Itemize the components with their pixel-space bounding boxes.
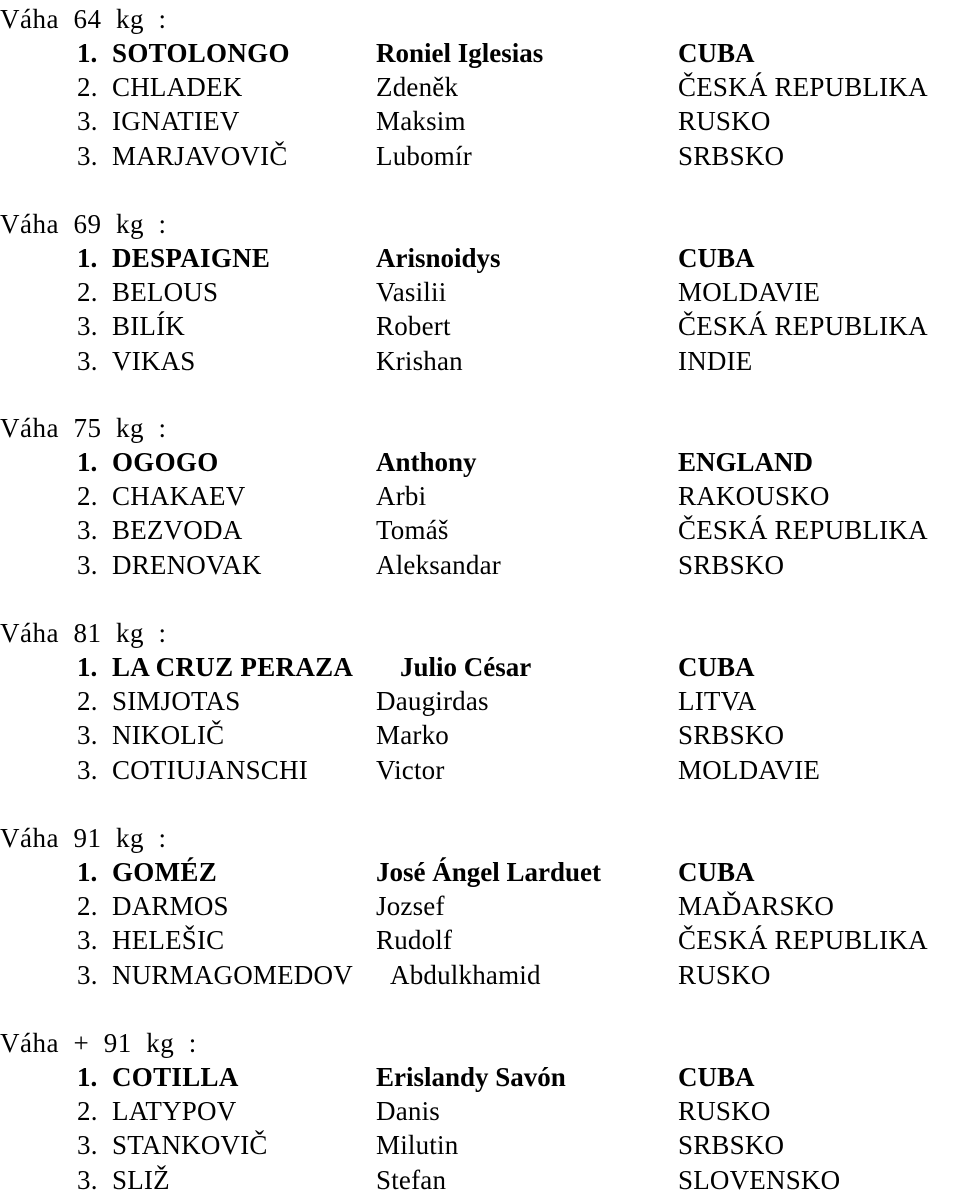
placement-rank: 3. xyxy=(77,754,98,785)
weight-category xyxy=(0,821,960,992)
placement-rank: 3. xyxy=(77,1130,98,1161)
athlete-given-name: Roniel Iglesias xyxy=(376,38,544,68)
category-title: Váha 64 kg : xyxy=(0,4,167,34)
athlete-given-name: Erislandy Savón xyxy=(376,1062,566,1092)
athlete-surname: BEZVODA xyxy=(112,515,243,546)
result-row xyxy=(0,104,960,138)
placement-rank: 3. xyxy=(77,106,98,137)
athlete-given-name: Julio César xyxy=(400,652,532,682)
athlete-given-name: Robert xyxy=(376,311,451,342)
athlete-surname: SOTOLONGO xyxy=(112,38,290,68)
result-row xyxy=(0,513,960,547)
athlete-surname: DESPAIGNE xyxy=(112,243,271,273)
athlete-country: SRBSKO xyxy=(678,140,785,171)
athlete-given-name: Victor xyxy=(376,754,445,785)
result-row xyxy=(0,855,960,889)
athlete-country: ČESKÁ REPUBLIKA xyxy=(678,311,928,342)
athlete-surname: NIKOLIČ xyxy=(112,720,225,751)
weight-category xyxy=(0,616,960,787)
athlete-surname: CHLADEK xyxy=(112,72,243,103)
athlete-country: SRBSKO xyxy=(678,549,785,580)
placement-rank: 3. xyxy=(77,140,98,171)
athlete-surname: VIKAS xyxy=(112,345,196,376)
athlete-country: INDIE xyxy=(678,345,753,376)
result-row xyxy=(0,1163,960,1197)
placement-rank: 3. xyxy=(77,515,98,546)
placement-rank: 3. xyxy=(77,925,98,956)
athlete-surname: BILÍK xyxy=(112,311,185,342)
result-row xyxy=(0,36,960,70)
athlete-country: RUSKO xyxy=(678,106,771,137)
athlete-given-name: Danis xyxy=(376,1096,440,1127)
athlete-surname: LA CRUZ PERAZA xyxy=(112,652,354,682)
athlete-country: MOLDAVIE xyxy=(678,754,821,785)
athlete-country: CUBA xyxy=(678,1062,755,1092)
athlete-surname: OGOGO xyxy=(112,447,219,477)
placement-rank: 3. xyxy=(77,959,98,990)
placement-rank: 1. xyxy=(77,1062,98,1092)
result-row xyxy=(0,344,960,378)
athlete-country: CUBA xyxy=(678,243,755,273)
weight-category xyxy=(0,1026,960,1197)
athlete-country: ČESKÁ REPUBLIKA xyxy=(678,515,928,546)
placement-rank: 1. xyxy=(77,652,98,682)
athlete-surname: COTILLA xyxy=(112,1062,239,1092)
athlete-country: MAĎARSKO xyxy=(678,891,835,922)
athlete-country: RUSKO xyxy=(678,1096,771,1127)
athlete-given-name: Daugirdas xyxy=(376,686,489,717)
athlete-surname: DARMOS xyxy=(112,891,229,922)
athlete-surname: LATYPOV xyxy=(112,1096,237,1127)
athlete-country: LITVA xyxy=(678,686,757,717)
athlete-country: ENGLAND xyxy=(678,447,814,477)
athlete-surname: COTIUJANSCHI xyxy=(112,754,308,785)
result-row xyxy=(0,718,960,752)
athlete-surname: GOMÉZ xyxy=(112,857,218,887)
result-row xyxy=(0,923,960,957)
athlete-country: ČESKÁ REPUBLIKA xyxy=(678,925,928,956)
athlete-given-name: Arisnoidys xyxy=(376,243,501,273)
athlete-country: MOLDAVIE xyxy=(678,277,821,308)
athlete-given-name: Tomáš xyxy=(376,515,449,546)
result-row xyxy=(0,753,960,787)
placement-rank: 3. xyxy=(77,1164,98,1195)
weight-category xyxy=(0,411,960,582)
placement-rank: 2. xyxy=(77,72,98,103)
result-row xyxy=(0,275,960,309)
athlete-given-name: Maksim xyxy=(376,106,466,137)
athlete-country: SRBSKO xyxy=(678,720,785,751)
athlete-surname: IGNATIEV xyxy=(112,106,240,137)
category-title: Váha + 91 kg : xyxy=(0,1028,197,1058)
athlete-surname: MARJAVOVIČ xyxy=(112,140,288,171)
placement-rank: 1. xyxy=(77,243,98,273)
placement-rank: 1. xyxy=(77,38,98,68)
result-row xyxy=(0,548,960,582)
athlete-surname: NURMAGOMEDOV xyxy=(112,959,353,990)
athlete-country: ČESKÁ REPUBLIKA xyxy=(678,72,928,103)
athlete-given-name: Abdulkhamid xyxy=(390,959,541,990)
athlete-surname: BELOUS xyxy=(112,277,219,308)
athlete-country: SLOVENSKO xyxy=(678,1164,841,1195)
athlete-given-name: José Ángel Larduet xyxy=(376,857,601,887)
result-row xyxy=(0,889,960,923)
result-row xyxy=(0,309,960,343)
weight-category xyxy=(0,2,960,173)
placement-rank: 2. xyxy=(77,686,98,717)
result-row xyxy=(0,479,960,513)
placement-rank: 3. xyxy=(77,345,98,376)
placement-rank: 3. xyxy=(77,549,98,580)
athlete-country: CUBA xyxy=(678,857,755,887)
athlete-surname: DRENOVAK xyxy=(112,549,262,580)
placement-rank: 2. xyxy=(77,277,98,308)
result-row xyxy=(0,241,960,275)
placement-rank: 3. xyxy=(77,720,98,751)
athlete-given-name: Rudolf xyxy=(376,925,453,956)
placement-rank: 1. xyxy=(77,447,98,477)
athlete-surname: STANKOVIČ xyxy=(112,1130,268,1161)
placement-rank: 1. xyxy=(77,857,98,887)
athlete-country: RAKOUSKO xyxy=(678,481,830,512)
athlete-given-name: Krishan xyxy=(376,345,463,376)
placement-rank: 2. xyxy=(77,481,98,512)
athlete-surname: CHAKAEV xyxy=(112,481,246,512)
placement-rank: 3. xyxy=(77,311,98,342)
athlete-given-name: Marko xyxy=(376,720,449,751)
result-row xyxy=(0,1060,960,1094)
result-row xyxy=(0,650,960,684)
athlete-given-name: Jozsef xyxy=(376,891,445,922)
placement-rank: 2. xyxy=(77,891,98,922)
result-row xyxy=(0,684,960,718)
athlete-given-name: Vasilii xyxy=(376,277,447,308)
result-row xyxy=(0,1094,960,1128)
placement-rank: 2. xyxy=(77,1096,98,1127)
athlete-given-name: Stefan xyxy=(376,1164,447,1195)
athlete-given-name: Zdeněk xyxy=(376,72,459,103)
athlete-country: CUBA xyxy=(678,652,755,682)
category-title: Váha 75 kg : xyxy=(0,413,167,443)
athlete-given-name: Arbi xyxy=(376,481,427,512)
category-title: Váha 91 kg : xyxy=(0,823,167,853)
athlete-given-name: Aleksandar xyxy=(376,549,501,580)
result-row xyxy=(0,445,960,479)
athlete-given-name: Lubomír xyxy=(376,140,472,171)
weight-category xyxy=(0,207,960,378)
result-row xyxy=(0,70,960,104)
athlete-country: CUBA xyxy=(678,38,755,68)
athlete-country: SRBSKO xyxy=(678,1130,785,1161)
result-row xyxy=(0,1128,960,1162)
result-row xyxy=(0,139,960,173)
athlete-given-name: Milutin xyxy=(376,1130,459,1161)
athlete-given-name: Anthony xyxy=(376,447,477,477)
athlete-surname: SIMJOTAS xyxy=(112,686,241,717)
category-title: Váha 81 kg : xyxy=(0,618,167,648)
athlete-surname: HELEŠIC xyxy=(112,925,225,956)
athlete-country: RUSKO xyxy=(678,959,771,990)
category-title: Váha 69 kg : xyxy=(0,209,167,239)
athlete-surname: SLIŽ xyxy=(112,1164,170,1195)
result-row xyxy=(0,958,960,992)
